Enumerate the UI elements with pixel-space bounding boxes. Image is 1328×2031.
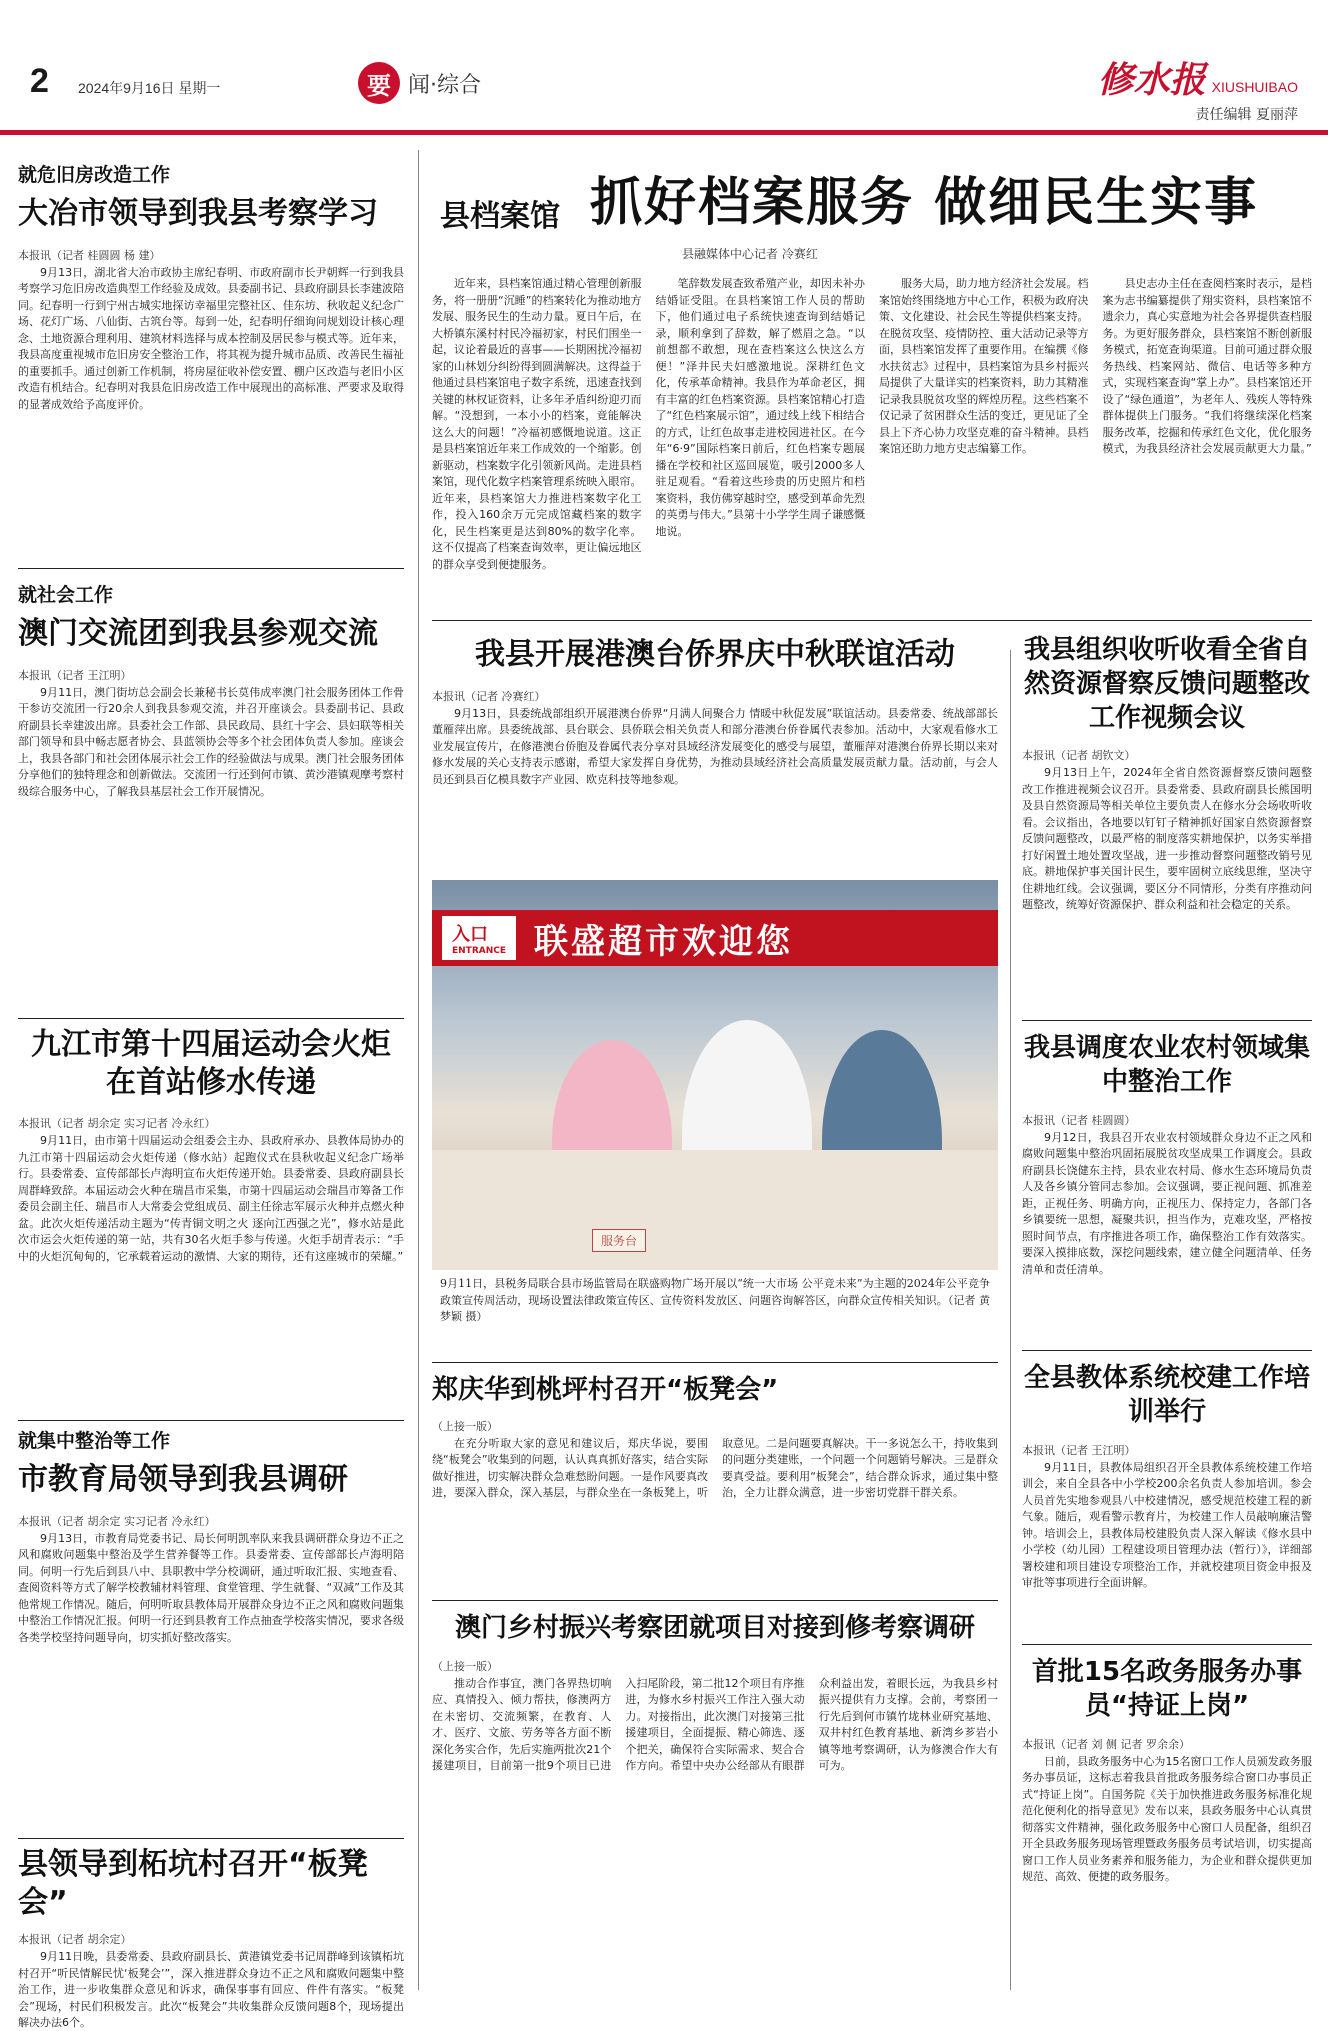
page-number: 2: [30, 62, 49, 100]
section-rule: [432, 620, 1312, 621]
section-header: [358, 62, 481, 104]
article-byline: 本报讯（记者 桂圆圆）: [1022, 1113, 1136, 1127]
column-divider: [418, 150, 419, 1990]
article-byline: （上接一版）: [432, 1659, 498, 1673]
article-headline: 我县组织收听收看全省自然资源督察反馈问题整改工作视频会议: [1023, 635, 1310, 733]
article-body: 推动合作事宜，澳门各界热切响应、真情投入、倾力帮扶，修澳两方在未密切、交流频繁，在教育、人才、医疗、文旅、劳务等各方面不断深化务实合作，先后实施两批次21个援建项目，目前第一批9个项目已进入扫尾阶段，第二批12个项目有序推进，为修水乡村振兴工作注入强大动力。对接指出，此次澳门对接第三批援建项目，全面提振、精心筛选、逐个把关，确保符合实际需求、契合合作方向。希望中央办公经部从有眼群众利益出发，着眼长远，为我县乡村振兴提供有力支撑。会前，考察团一行先后到何市镇竹垅林业研究基地、双井村红色教育基地、新湾乡芗岩小镇等地考察调研，认为修澳合作大有可为。: [432, 1676, 998, 1773]
issue-date: 2024年9月16日 星期一: [78, 80, 221, 96]
section-badge: 要: [358, 62, 400, 104]
section-rule: [18, 1838, 404, 1839]
article-kicker: 就危旧房改造工作: [18, 164, 171, 186]
feature-col-2: 笔辞数发展查致希殖产业，却因未补办结婚证受阻。在县档案馆工作人员的帮助下，他们通过电子系统快速查询到结婚记录，顺利拿到了辞数，解了燃眉之急。“以前想都不敢想，现在查档案这么快这么方便！”泽井民夫妇感激地说。深耕红色文化，传承革命精神。我县作为革命老区，拥有丰富的红色档案资源。县档案馆精心打造了“红色档案展示馆”，通过线上线下相结合的方式，让红色故事走进校园进社区。在今年“6·9”国际档案日前后，红色档案专题展播在学校和社区巡回展览，吸引2000多人驻足观看。“看着这些珍贵的历史照片和档案资料，我仿佛穿越时空，感受到革命先烈的英勇与伟大。”县第十小学学生周子谦感慨地说。: [655, 277, 865, 538]
article-right-3: [1022, 1358, 1312, 1675]
photo-credit: （记者 黄梦颖 摄）: [440, 1293, 991, 1323]
entrance-label: 入口 ENTRANCE: [442, 916, 516, 960]
article-right-1: [1022, 630, 1312, 1065]
article-body: 9月11日，县教体局组织召开全县教体系统校建工作培训会，来自全县各中小学校200余名负责人参加培训。参会人员首先实地参观县八中校建情况，感受规范校建工程的新气象。随后，观看警示教育片，为校建工作人员敲响廉洁警钟。培训会上，县教体局校建股负责人深入解读《修水县中小学校（幼儿园）工程建设项目管理办法（暂行）》，详细部署校建和项目建设专项整治工作，并就校建项目资金申报及审批等事项进行全面讲解。: [1022, 1460, 1312, 1590]
section-rule: [1022, 1350, 1312, 1351]
article-left-2: [18, 580, 404, 985]
section-rule: [432, 1600, 998, 1601]
article-body: 9月13日上午，2024年全省自然资源督察反馈问题整改工作推进视频会议召开。县委常委、县政府副县长熊国明及县自然资源局等相关单位主要负责人在修水分会场收听收看。会议指出，各地要以钉钉子精神抓好国家自然资源督察反馈问题整改，以最严格的制度落实耕地保护，以务实举措打好闲置土地处置攻坚战，进一步推动督察问题整改销号见底。耕地保护事关国计民生，要牢固树立底线思维，坚决守住耕地红线。会议强调，要区分不同情形，分类有序推动问题整改，统筹好资源保护、群众利益和社会稳定的关系。: [1022, 766, 1312, 912]
section-rule: [18, 568, 404, 569]
article-kicker: 就社会工作: [18, 584, 114, 606]
article-headline: 澳门乡村振兴考察团就项目对接到修考察调研: [454, 1613, 975, 1643]
section-rule: [18, 1420, 404, 1421]
article-byline: 本报讯（记者 胡钦文）: [1022, 749, 1136, 763]
article-byline: 本报讯（记者 王江明）: [18, 668, 132, 682]
feature-headline: 抓好档案服务 做细民生实事: [590, 173, 1259, 233]
feature-byline: 县融媒体中心记者 冷赛红: [682, 247, 818, 261]
logo-text: 修水报: [1097, 59, 1206, 101]
article-left-4: [18, 1426, 404, 1861]
article-headline: 市教育局领导到我县调研: [18, 1462, 348, 1497]
feature-col-3: 服务大局，助力地方经济社会发展。档案馆始终围绕地方中心工作，积极为政府决策、文化建设、社会民生等提供档案支持。在脱贫攻坚、疫情防控、重大活动记录等方面，县档案馆发挥了重要作用。在编撰《修水扶贫志》过程中，县档案馆为县乡村振兴局提供了大量详实的档案资料，助力其精准记录我县脱贫攻坚的辉煌历程。这些档案不仅记录了贫困群众生活的变迁，更见证了全县上下齐心协力攻坚克难的奋斗精神。县档案馆还助力地方史志编纂工作。: [879, 277, 1089, 455]
newspaper-logo: [1098, 52, 1298, 103]
article-headline: 全县教体系统校建工作培训举行: [1023, 1363, 1310, 1427]
article-byline: 本报讯（记者 胡余定 实习记者 冷永红）: [18, 1117, 216, 1130]
article-headline: 九江市第十四届运动会火炬在首站修水传递: [31, 1027, 391, 1100]
article-headline: 大冶市领导到我县考察学习: [18, 196, 378, 231]
article-right-4: [1022, 1652, 1312, 2024]
article-headline: 我县开展港澳台侨界庆中秋联谊活动: [475, 637, 955, 672]
section-rule: [432, 1362, 998, 1363]
article-right-2: [1022, 1028, 1312, 1380]
article-byline: 本报讯（记者 桂圆圆 杨 建）: [18, 248, 161, 262]
section-label: 闻·综合: [408, 72, 481, 98]
masthead-rule: [0, 130, 1328, 135]
article-mid-2: [432, 1372, 998, 1606]
article-mid-1: [432, 630, 998, 856]
article-body: 在充分听取大家的意见和建议后，郑庆华说，要围绕“板凳会”收集到的问题，认认真真抓好落实，结合实际做好推进，切实解决群众急难愁盼问题。一是作风要真改进，要深入群众，深入基层，与群众坐在一条板凳上，听取意见。二是问题要真解决。干一多说怎么干，持收集到的问题分类建账，一个问题一个问题销号解决。三是群众要真受益。要利用“板凳会”，结合群众诉求，通过集中整治，全力让群众满意，进一步密切党群干群关系。: [432, 1436, 998, 1500]
article-headline: 首批15名政务服务办事员“持证上岗”: [1031, 1657, 1303, 1721]
photo-caption: 9月11日，县税务局联合县市场监管局在联盛购物广场开展以“统一大市场 公平竞未来”为主题的2024年公平竞争政策宣传周活动，现场设置法律政策宣传区、宣传资料发放区、问题咨询解答区，向群众宣传相关知识。（记者 黄梦颖 摄）: [440, 1277, 991, 1323]
column-divider: [1010, 650, 1011, 1990]
article-left-3: [18, 1026, 404, 1403]
article-body: 日前，县政务服务中心为15名窗口工作人员颁发政务服务办事员证，这标志着我县首批政务服务综合窗口办事员正式“持证上岗”。自国务院《关于加快推进政务服务标准化规范化便利化的指导意见》发布以来，县政务服务中心认真贯彻落实文件精神，强化政务服务中心窗口人员配备，组织召开全县政务服务现场管理暨政务服务员考试培训，切实提高窗口工作人员业务素养和服务能力，为企业和群众提供更加规范、高效、便捷的政务服务。: [1022, 1754, 1312, 1884]
article-kicker: 就集中整治等工作: [18, 1430, 171, 1452]
article-byline: 本报讯（记者 刘 侧 记者 罗余余）: [1022, 1737, 1190, 1751]
responsible-editor: 责任编辑 夏丽萍: [1195, 107, 1298, 123]
article-mid-3: [432, 1608, 998, 1976]
feature-kicker: 县档案馆: [440, 199, 560, 234]
article-left-5: [18, 1846, 404, 2031]
article-byline: （上接一版）: [432, 1419, 498, 1433]
section-rule: [1022, 1644, 1312, 1645]
logo-en: XIUSHUIBAO: [1211, 79, 1298, 95]
article-byline: 本报讯（记者 王江明）: [1022, 1443, 1136, 1457]
article-body: 9月11日，澳门街坊总会副会长兼秘书长莫伟成率澳门社会服务团体工作骨干参访交流团一行20余人到我县参观交流，并召开座谈会。县委副书记、县政府副县长幸建波出席。县委社会工作部、县民政局、县红十字会、县妇联等相关部门领导和县中畅志愿者协会、县蓝领协会等多个社会团体负责人参加。座谈会上，我县各部门和社会团体展示社会工作的经验做法与成果。澳门社会服务团体分享他们的独特理念和创新做法。交流团一行还到何市镇、黄沙港镇观摩考察村级综合服务中心，了解我县基层社会工作开展情况。: [18, 685, 404, 798]
article-byline: 本报讯（记者 冷赛红）: [432, 689, 546, 703]
article-headline: 郑庆华到桃坪村召开“板凳会”: [432, 1375, 779, 1405]
article-left-1: [18, 160, 404, 585]
article-headline: 澳门交流团到我县参观交流: [18, 616, 378, 651]
feature-columns: [432, 276, 1312, 636]
service-counter: [432, 1150, 998, 1270]
sign-text: 联盛超市欢迎您: [534, 921, 793, 962]
desk-label: 服务台: [592, 1229, 646, 1252]
feature-article: [432, 160, 1312, 636]
news-photo: [432, 880, 998, 1270]
article-headline: 我县调度农业农村领域集中整治工作: [1023, 1033, 1310, 1097]
feature-col-4: 县史志办主任在查阅档案时表示，是档案为志书编纂提供了翔实资料，县档案馆不遗余力，真心实意地为社会各界提供查档服务。为更好服务群众，县档案馆不断创新服务模式，拓宽查询渠道。目前可通过群众服务热线、档案网站、微信、电话等多种方式，实现档案查询“掌上办”。县档案馆还开设了“绿色通道”，为老年人、残疾人等特殊群体提供上门服务。“我们将继续深化档案服务改革，挖掘和传承红色文化，优化服务模式，为我县经济社会发展贡献更大力量。”: [1102, 277, 1312, 455]
article-headline: 县领导到柘坑村召开“板凳会”: [18, 1847, 368, 1920]
article-byline: 本报讯（记者 胡余定）: [18, 1933, 132, 1946]
supermarket-sign: [432, 910, 998, 966]
article-body: 9月13日，湖北省大冶市政协主席纪春明、市政府副市长尹朝辉一行到我县考察学习危旧房改造典型工作经验及成效。县委副书记、县政府副县长李建波陪同。纪春明一行到宁州古城实地探访幸福里完整社区、佳东坊、秋收起义纪念广场、花灯广场、八仙街、古筑台等。每到一处，纪春明仔细询问规划设计核心理念、土地资源合理利用、建筑材料选择与成本控制及居民参与模式等。近年来，我县高度重视城市危旧房安全整治工作，将其视为提升城市品质、改善民生福祉的重要抓手。通过创新工作机制，将房屋征收补偿安置、棚户区改造与老旧小区改造有机结合。纪春明对我县危旧房改造工作中展现出的高标准、严要求及取得的显著成效给予高度评价。: [18, 265, 404, 411]
article-body: 9月13日，县委统战部组织开展港澳台侨界“月满人间聚合力 情暖中秋促发展”联谊活动。县委常委、统战部部长董雁萍出席。县委统战部、县台联会、县侨联会相关负责人和部分港澳台侨眷属代表参加。活动中，大家观看修水工业发展宣传片，在修港澳台侨胞及眷属代表分享对县域经济发展变化的感受与展望，董雁萍对港澳台侨界长期以来对修水发展的关心支持表示感谢，希望大家发挥自身优势，为推动县域经济社会高质量发展贡献力量。活动前，与会人员还到县百亿模具数字产业园、欧克科技等地参观。: [432, 706, 998, 786]
article-body: 9月11日晚，县委常委、县政府副县长、黄港镇党委书记周群峰到该镇柘坑村召开“听民情解民忧‘板凳会’”，深入推进群众身边不正之风和腐败问题集中整治工作，进一步收集群众意见和诉求，确保事事有回应、件件有落实。“板凳会”现场，村民们积极发言。此次“板凳会”共收集群众反馈问题8个，现场提出解决办法6个。: [18, 1950, 404, 2029]
section-rule: [18, 1018, 404, 1019]
article-body: 9月12日，我县召开农业农村领域群众身边不正之风和腐败问题集中整治巩固拓展脱贫攻坚成果工作调度会。县政府副县长饶健东主持，县农业农村局、修水生态环境局负责人及各乡镇分管同志参加。会议强调，要正视问题、抓准差距，正视任务、明确方向，正视压力、保持定力，各部门各乡镇要统一思想，凝聚共识，担当作为，克难攻坚，严格按照时间节点，有序推进各项工作，确保整治工作有效落实。要深入摸排底数，深挖问题线索，建立健全问题清单、任务清单和责任清单。: [1022, 1130, 1312, 1276]
feature-col-1: 近年来，县档案馆通过精心管理创新服务，将一册册“沉睡”的档案转化为推动地方发展、服务民生的生动力量。夏日午后，在大桥镇东溪村村民冷福初家，村民们围坐一起，议论着最近的喜事——长期困扰冷福初家的山林划分纠纷得到圆满解决。这得益于他通过县档案馆电子数字系统，迅速查找到关键的林权证资料，让多年矛盾纠纷迎刃而解。“没想到，一本小小的档案，竟能解决这么大的问题！”冷福初感慨地说道。这正是县档案馆近年来工作成效的一个缩影。创新驱动，档案数字化引领新风尚。走进县档案馆，现代化数字档案管理系统映入眼帘。近年来，县档案馆大力推进档案数字化工作，投入160余万元完成馆藏档案的数字化，民生档案更是达到80%的数字化率。这不仅提高了档案查询效率，更让偏远地区的群众享受到便捷服务。: [432, 277, 642, 571]
article-body: 9月13日，市教育局党委书记、局长何明凯率队来我县调研群众身边不正之风和腐败问题集中整治及学生营养餐等工作。县委常委、宣传部部长卢海明陪同。何明一行先后到县八中、县职教中学分校调研，通过听取汇报、实地查看、查阅资料等方式了解学校教辅材料管理、食堂管理、学生就餐、“双减”工作及其他常规工作情况。随后，何明听取县教体局开展群众身边不正之风和腐败问题集中整治工作情况汇报。何明一行还到县教育工作点抽查学校落实情况，要求各级各类学校坚持问题导向，切实抓好整改落实。: [18, 1531, 404, 1644]
article-byline: 本报讯（记者 胡余定 实习记者 冷永红）: [18, 1514, 216, 1528]
section-rule: [1022, 1020, 1312, 1021]
article-body: 9月11日，由市第十四届运动会组委会主办、县政府承办、县教体局协办的九江市第十四届运动会火炬传递（修水站）起跑仪式在县秋收起义纪念广场举行。县委常委、宣传部部长卢海明宣布火炬传递开始。县委常委、县政府副县长周群峰致辞。本届运动会火种在瑞昌市采集，市第十四届运动会瑞昌市筹备工作委员会副主任、瑞昌市人大常委会党组成员、副主任徐志军展示火种并点燃火种盆。此次火炬传递活动主题为“传青铜文明之火 逐向江西强之光”，修水站是此次市运会火炬传递的第一站，共有30名火炬手参与传递。火炬手胡青表示：“手中的火炬沉甸甸的，它承载着运动的激情、大家的期待，还有这座城市的荣耀。”: [18, 1134, 404, 1263]
